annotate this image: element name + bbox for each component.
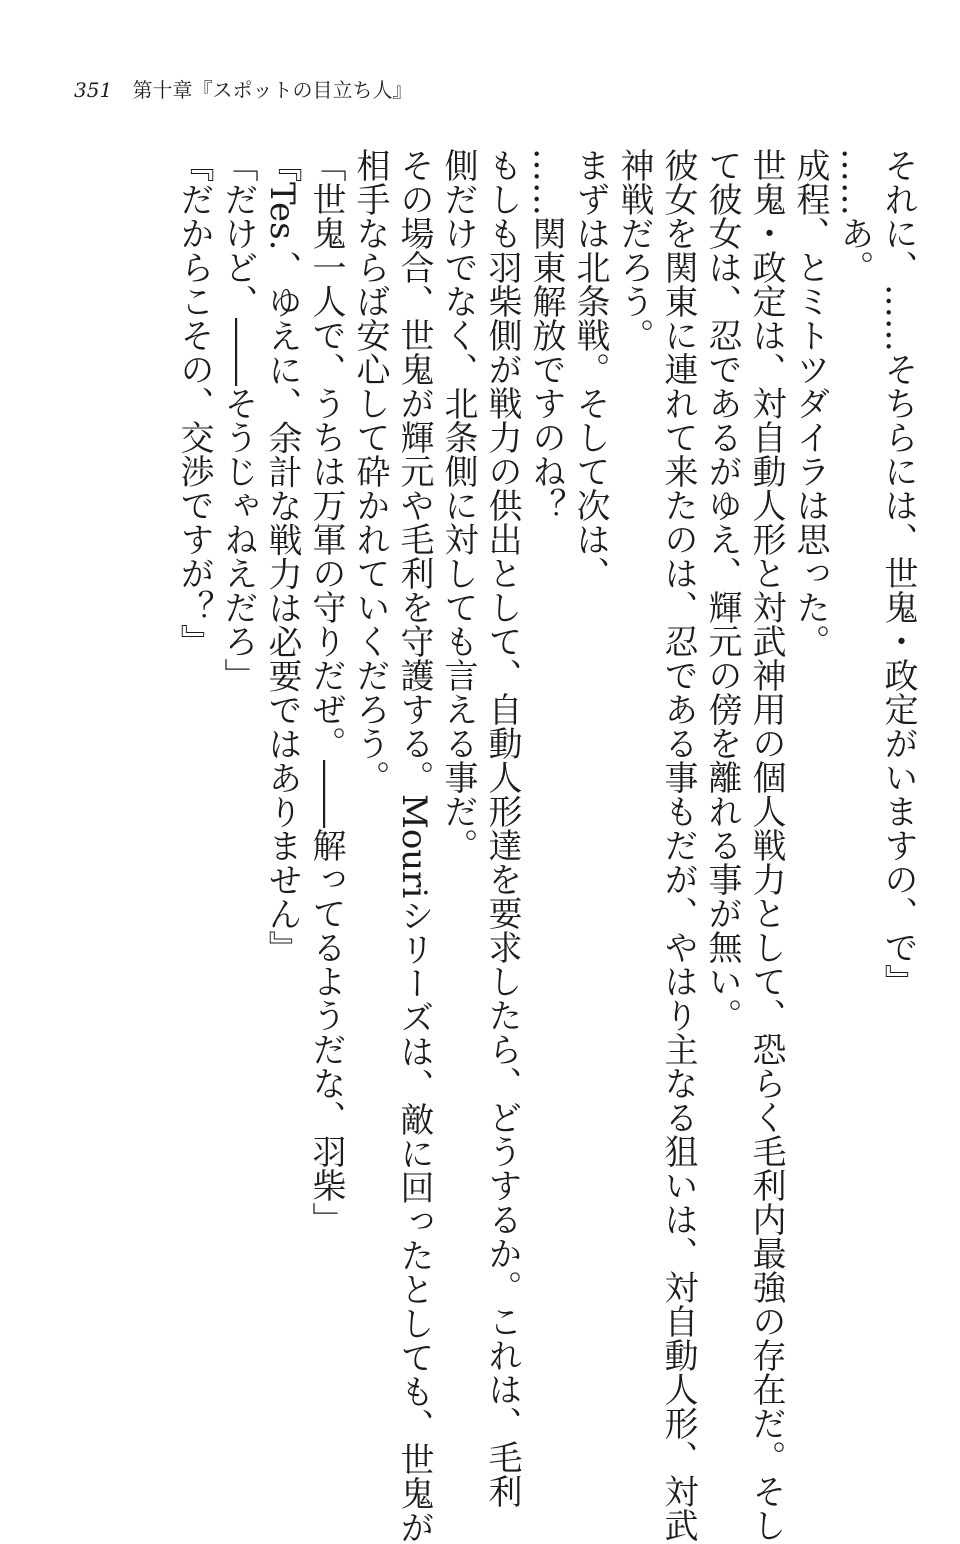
text-line: 『Tes.、ゆえに、余計な戦力は必要ではありません』 bbox=[262, 148, 302, 965]
text-line: その場合、世鬼が輝元や毛利を守護する。Mouriシリーズは、敵に回ったとしても、世鬼が bbox=[394, 148, 434, 1544]
chapter-title: 第十章『スポットの目立ち人』 bbox=[132, 78, 413, 102]
text-line: 成程、とミトツダイラは思った。 bbox=[790, 148, 830, 658]
text-line: 彼女を関東に連れて来たのは、忍である事もだが、やはり主なる狙いは、対自動人形、対武 bbox=[658, 148, 698, 1542]
text-line: ……関東解放ですのね？ bbox=[526, 148, 566, 522]
text-line: 「世鬼一人で、うちは万軍の守りだぜ。――解ってるようだな、羽柴」 bbox=[306, 148, 346, 1236]
text-line: もしも羽柴側が戦力の供出として、自動人形達を要求したら、どうするか。これは、毛利 bbox=[482, 148, 522, 1508]
text-line: 神戦だろう。 bbox=[614, 148, 654, 352]
body-text bbox=[70, 148, 920, 1544]
text-line: ……あ。 bbox=[834, 148, 874, 284]
text-line: て彼女は、忍であるがゆえ、輝元の傍を離れる事が無い。 bbox=[702, 148, 742, 1032]
page-number: 351 bbox=[74, 78, 113, 102]
text-line: まずは北条戦。そして次は、 bbox=[570, 148, 610, 590]
page-header bbox=[74, 78, 413, 102]
text-line: 『だからこその、交渉ですが？』 bbox=[174, 148, 214, 658]
text-line: それに、……そちらには、世鬼・政定がいますの、で』 bbox=[878, 148, 918, 998]
text-line: 「だけど、――そうじゃねえだろ」 bbox=[218, 148, 258, 692]
text-line: 世鬼・政定は、対自動人形と対武神用の個人戦力として、恐らく毛利内最強の存在だ。そし bbox=[746, 148, 786, 1542]
text-line: 相手ならば安心して砕かれていくだろう。 bbox=[350, 148, 390, 794]
text-line: 側だけでなく、北条側に対しても言える事だ。 bbox=[438, 148, 478, 862]
